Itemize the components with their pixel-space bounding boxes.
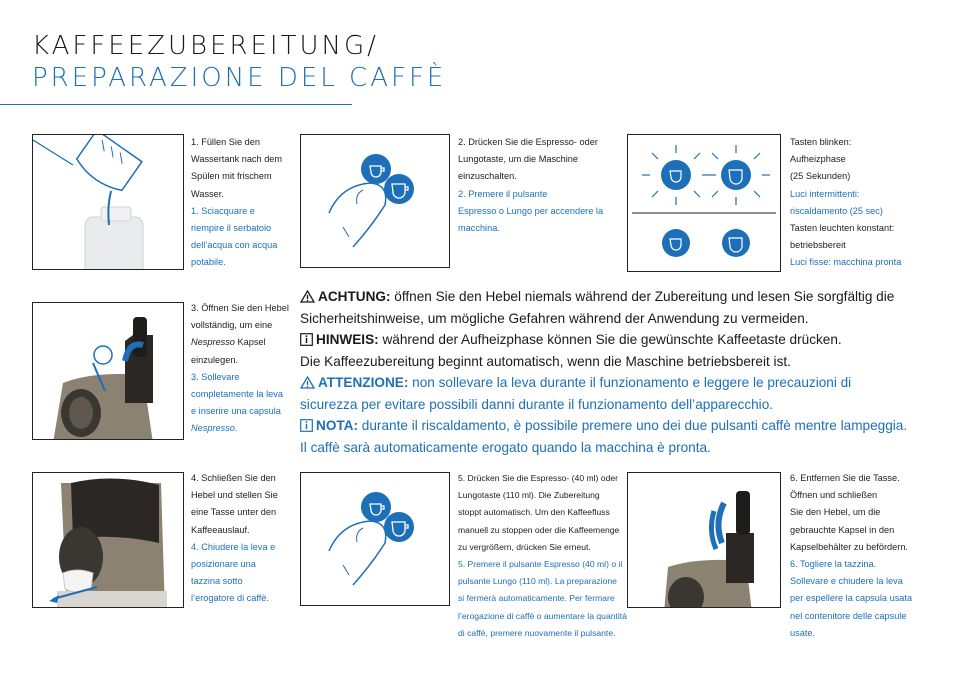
step3-it-line: 3. Sollevare: [191, 371, 240, 382]
notes-block: [300, 286, 910, 458]
button-press-icon: [301, 473, 449, 605]
step3-it-line: e inserire una capsula: [191, 406, 281, 417]
step3-image: [32, 302, 184, 440]
pitcher-icon: [33, 135, 183, 269]
step6-de-line: Öffnen und schließen: [790, 490, 878, 501]
button-press-icon: [301, 135, 449, 267]
lights-it-line: Luci fisse: macchina pronta: [790, 257, 902, 268]
brand-name: Nespresso: [191, 423, 235, 434]
hinweis-label: HINWEIS:: [316, 332, 379, 347]
info-icon: [300, 333, 313, 346]
lights-de-line: betriebsbereit: [790, 240, 846, 251]
step1-de-line: 1. Füllen Sie den: [191, 137, 260, 147]
attenzione-text: non sollevare la leva durante il funzionamento e leggere le precauzioni di sicurezza per evitare possibili danni durante il funzionamento dell’apparecchio.: [300, 375, 852, 412]
step2-it-line: 2. Premere il pulsante: [458, 188, 548, 199]
lights-de-line: Tasten blinken:: [790, 137, 852, 147]
step1-de-line: Wasser.: [191, 188, 224, 199]
step1-it-line: potabile.: [191, 257, 226, 268]
attenzione-note: [300, 372, 910, 415]
hinweis-text: während der Aufheizphase können Sie die gewünschte Kaffeetaste drücken.: [378, 332, 842, 347]
step5-de-line: manuell zu stoppen oder die Kaffeemenge: [458, 524, 620, 535]
step6-it-line: 6. Togliere la tazzina.: [790, 559, 877, 570]
step2-de-line: 2. Drücken Sie die Espresso- oder: [458, 137, 598, 147]
step5-de-line: Lungotaste (110 ml). Die Zubereitung: [458, 490, 600, 501]
step3-it-line: completamente la leva: [191, 389, 283, 400]
page-title: [32, 30, 446, 94]
step1-de-line: Spülen mit frischem: [191, 171, 272, 182]
step1-caption: [191, 134, 291, 272]
step3-de-line: 3. Öffnen Sie den Hebel: [191, 303, 289, 313]
step2-it-line: Espresso o Lungo per accendere la: [458, 205, 604, 216]
step6-de-line: Sie den Hebel, um die: [790, 507, 881, 518]
step6-it-line: Sollevare e chiudere la leva: [790, 576, 903, 587]
step5-it-line: si fermerà automaticamente. Per fermare: [458, 593, 615, 604]
step6-it-line: per espellere la capsula usata: [790, 593, 913, 604]
step5-it-line: di caffè, premere nuovamente il pulsante.: [458, 627, 616, 638]
step6-it-line: nel contenitore delle capsule: [790, 610, 907, 621]
step4-it-line: posizionare una: [191, 559, 256, 570]
step1-image: [32, 134, 184, 270]
nota-label: NOTA:: [316, 418, 359, 433]
step6-de-line: Kapselbehälter zu befördern.: [790, 541, 908, 552]
step1-it-line: dell’acqua con acqua: [191, 240, 278, 251]
hinweis-text-2: Die Kaffeezubereitung beginnt automatisch, wenn die Maschine betriebsbereit ist.: [300, 353, 791, 369]
title-de: KAFFEEZUBEREITUNG/: [32, 31, 379, 61]
step3-de-fragment: Kapsel: [234, 337, 266, 348]
step1-de-line: Wassertank nach dem: [191, 154, 283, 165]
step4-it-line: tazzina sotto: [191, 576, 243, 587]
title-divider: [0, 104, 352, 105]
step4-image: [32, 472, 184, 608]
step2-caption: [458, 134, 623, 237]
step5-image: [300, 472, 450, 606]
step3-it-fragment: .: [234, 423, 238, 434]
brand-name: Nespresso: [191, 337, 235, 348]
step4-de-line: 4. Schließen Sie den: [191, 473, 276, 483]
step3-de-line: vollständig, um eine: [191, 320, 273, 331]
cup-icon: [33, 473, 183, 607]
hinweis-note: [300, 329, 910, 372]
step6-caption: [790, 470, 930, 642]
step4-it-line: 4. Chiudere la leva e: [191, 541, 276, 552]
step5-de-line: zu vergrößern, drücken Sie erneut.: [458, 541, 591, 552]
step5-caption: [458, 470, 633, 642]
achtung-label: ACHTUNG:: [318, 289, 391, 304]
step1-it-line: 1. Sciacquare e: [191, 205, 255, 216]
lights-it-line: Luci intermittenti:: [790, 188, 860, 199]
step5-it-line: 5. Premere il pulsante Espresso (40 ml) o il: [458, 559, 623, 570]
step6-it-line: usate.: [790, 627, 816, 638]
warning-icon: [300, 290, 315, 303]
step5-de-line: stoppt automatisch. Um den Kaffeefluss: [458, 507, 610, 518]
step4-it-line: l’erogatore di caffè.: [191, 593, 269, 604]
lights-de-line: (25 Sekunden): [790, 171, 851, 182]
nota-note: [300, 415, 910, 458]
lights-de-line: Tasten leuchten konstant:: [790, 223, 895, 234]
lights-it-line: riscaldamento (25 sec): [790, 205, 883, 216]
attenzione-label: ATTENZIONE:: [318, 375, 409, 390]
lever-arrow-icon: [33, 303, 183, 439]
step3-it-line: [191, 420, 291, 437]
step3-de-line: einzulegen.: [191, 354, 238, 365]
lights-image: [627, 134, 781, 272]
step3-de-line: [191, 334, 291, 351]
achtung-note: [300, 286, 910, 329]
step2-de-line: Lungotaste, um die Maschine: [458, 154, 579, 165]
step6-image: [627, 472, 781, 608]
step6-de-line: 6. Entfernen Sie die Tasse.: [790, 473, 900, 483]
step2-image: [300, 134, 450, 268]
step5-it-line: l’erogazione di caffè o aumentare la quantità: [458, 610, 627, 621]
step3-caption: [191, 300, 291, 438]
step6-de-line: gebrauchte Kapsel in den: [790, 524, 895, 535]
info-icon: [300, 419, 313, 432]
step4-de-line: Hebel und stellen Sie: [191, 490, 278, 501]
lever-arrow-icon: [628, 473, 780, 607]
lights-de-line: Aufheizphase: [790, 154, 846, 165]
step4-caption: [191, 470, 291, 608]
step4-de-line: eine Tasse unter den: [191, 507, 277, 518]
step4-de-line: Kaffeeauslauf.: [191, 524, 250, 535]
blink-lights-icon: [628, 135, 780, 271]
achtung-text: öffnen Sie den Hebel niemals während der Zubereitung und lesen Sie sorgfältig die Sicherheitshinweise, um mögliche Gefahren während der Anwendung zu vermeiden.: [300, 289, 895, 326]
title-it: PREPARAZIONE DEL CAFFÈ: [32, 63, 447, 93]
nota-text: durante il riscaldamento, è possibile premere uno dei due pulsanti caffè mentre lampeggia. Il caffè sarà automaticamente erogato quando la macchina è pronta.: [300, 418, 908, 455]
warning-icon: [300, 376, 315, 389]
step5-de-line: 5. Drücken Sie die Espresso- (40 ml) oder: [458, 473, 619, 483]
lights-caption: [790, 134, 930, 272]
step1-it-line: riempire il serbatoio: [191, 223, 272, 234]
step2-it-line: macchina.: [458, 223, 500, 234]
step5-it-line: pulsante Lungo (110 ml). La preparazione: [458, 576, 617, 587]
step2-de-line: einzuschalten.: [458, 171, 517, 182]
